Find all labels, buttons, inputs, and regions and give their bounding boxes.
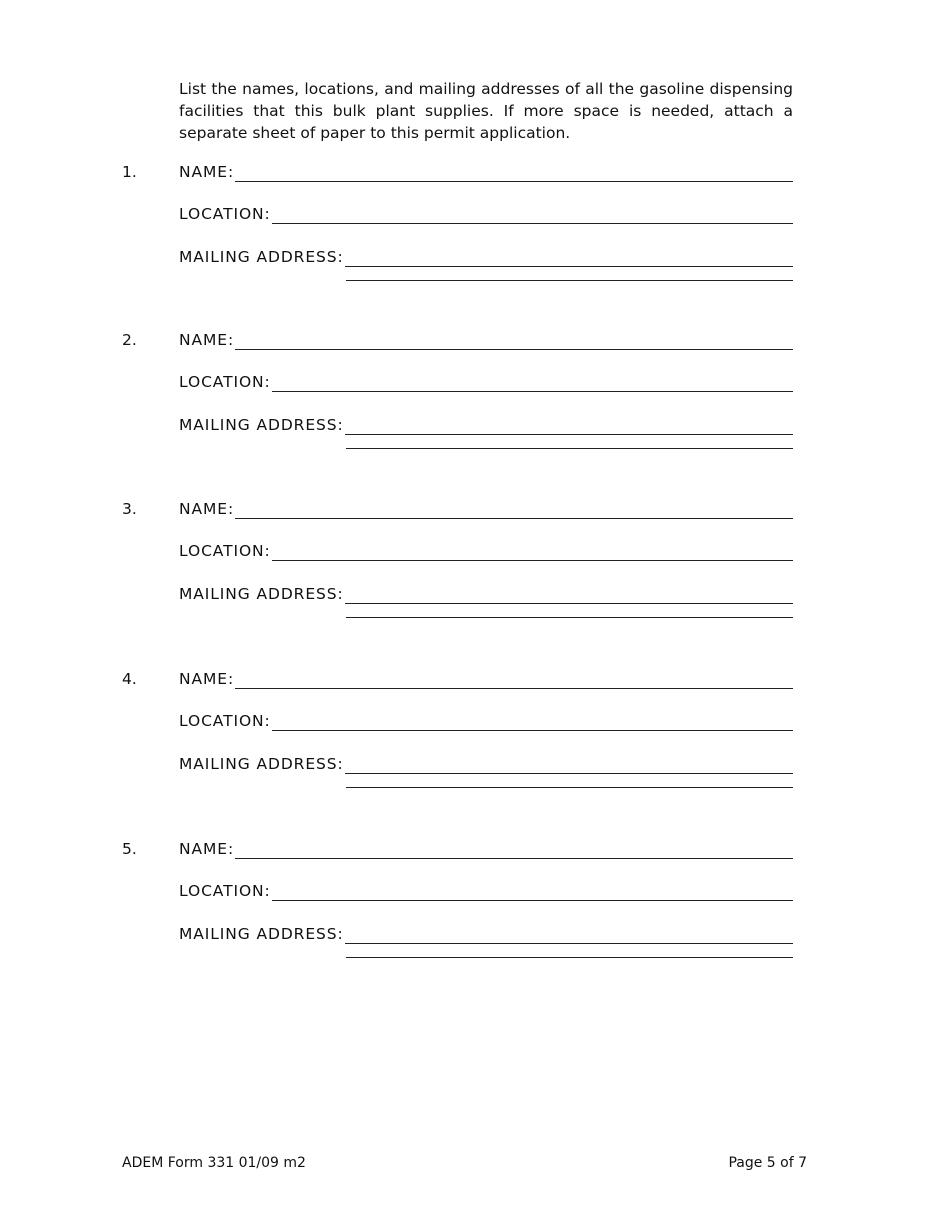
location-field	[179, 541, 793, 561]
mailing-address-label: MAILING ADDRESS:	[179, 416, 344, 434]
mailing-address-line-2[interactable]	[346, 280, 793, 281]
mailing-address-label: MAILING ADDRESS:	[179, 585, 344, 603]
location-input-line[interactable]	[272, 542, 793, 561]
location-input-line[interactable]	[272, 712, 793, 731]
mailing-address-input-line[interactable]	[345, 755, 793, 774]
name-input-line[interactable]	[235, 163, 793, 182]
entry-number: 2.	[122, 331, 137, 349]
name-label: NAME:	[179, 163, 235, 181]
facility-entry-3	[0, 499, 950, 659]
name-field	[179, 669, 793, 689]
mailing-address-field	[179, 247, 793, 267]
mailing-address-label: MAILING ADDRESS:	[179, 248, 344, 266]
form-identifier: ADEM Form 331 01/09 m2	[122, 1155, 306, 1171]
location-field	[179, 372, 793, 392]
mailing-address-field	[179, 415, 793, 435]
location-field	[179, 204, 793, 224]
mailing-address-label: MAILING ADDRESS:	[179, 755, 344, 773]
location-field	[179, 711, 793, 731]
mailing-address-input-line[interactable]	[345, 925, 793, 944]
facility-entry-5	[0, 839, 950, 999]
location-label: LOCATION:	[179, 205, 271, 223]
name-input-line[interactable]	[235, 840, 793, 859]
location-input-line[interactable]	[272, 882, 793, 901]
location-input-line[interactable]	[272, 373, 793, 392]
location-label: LOCATION:	[179, 542, 271, 560]
name-field	[179, 839, 793, 859]
name-label: NAME:	[179, 500, 235, 518]
location-label: LOCATION:	[179, 712, 271, 730]
mailing-address-field	[179, 584, 793, 604]
location-input-line[interactable]	[272, 205, 793, 224]
name-field	[179, 330, 793, 350]
entry-number: 3.	[122, 500, 137, 518]
page-number: Page 5 of 7	[728, 1155, 807, 1171]
mailing-address-line-2[interactable]	[346, 448, 793, 449]
name-input-line[interactable]	[235, 331, 793, 350]
facility-entry-4	[0, 669, 950, 829]
facility-entry-2	[0, 330, 950, 490]
mailing-address-line-2[interactable]	[346, 617, 793, 618]
name-label: NAME:	[179, 331, 235, 349]
mailing-address-input-line[interactable]	[345, 248, 793, 267]
mailing-address-label: MAILING ADDRESS:	[179, 925, 344, 943]
name-input-line[interactable]	[235, 670, 793, 689]
mailing-address-field	[179, 924, 793, 944]
name-field	[179, 499, 793, 519]
name-label: NAME:	[179, 840, 235, 858]
entry-number: 5.	[122, 840, 137, 858]
name-label: NAME:	[179, 670, 235, 688]
name-field	[179, 162, 793, 182]
mailing-address-line-2[interactable]	[346, 957, 793, 958]
mailing-address-field	[179, 754, 793, 774]
instructions-text: List the names, locations, and mailing addresses of all the gasoline dispensing facilities that this bulk plant supplies. If more space is needed, attach a separate sheet of paper to this permit application.	[179, 80, 793, 142]
facility-entry-1	[0, 162, 950, 322]
entry-number: 1.	[122, 163, 137, 181]
location-label: LOCATION:	[179, 373, 271, 391]
entry-number: 4.	[122, 670, 137, 688]
mailing-address-input-line[interactable]	[345, 416, 793, 435]
name-input-line[interactable]	[235, 500, 793, 519]
mailing-address-input-line[interactable]	[345, 585, 793, 604]
mailing-address-line-2[interactable]	[346, 787, 793, 788]
location-field	[179, 881, 793, 901]
location-label: LOCATION:	[179, 882, 271, 900]
